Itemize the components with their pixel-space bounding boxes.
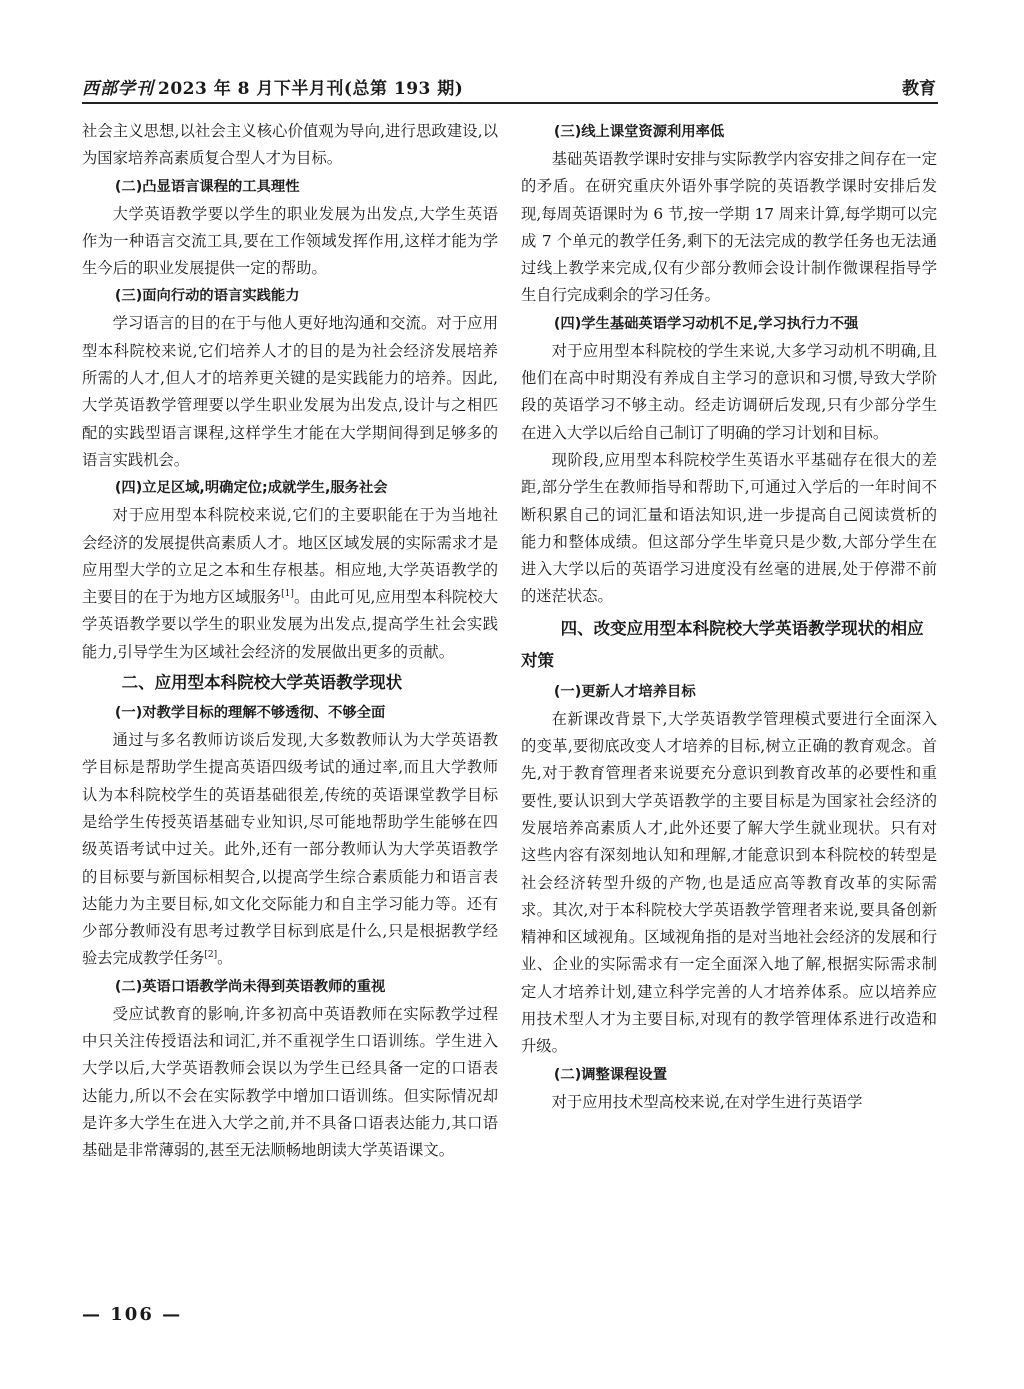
paragraph-text: 对于应用型本科院校来说,它们的主要职能在于为当地社会经济的发展提供高素质人才。地区区域发展的实际需求才是应用型大学的立足之本和生存根基。相应地,大学英语教学的主要目的在于为地方区域服务 (82, 506, 498, 607)
paragraph (82, 727, 498, 973)
paragraph: 大学英语教学要以学生的职业发展为出发点,大学生英语作为一种语言交流工具,要在工作领域发挥作用,这样才能为学生今后的职业发展提供一定的帮助。 (82, 204, 498, 278)
subsection-heading: (四)学生基础英语学习动机不足,学习执行力不强 (553, 315, 859, 332)
running-header (82, 70, 938, 104)
paragraph: 在新课改背景下,大学英语教学管理模式要进行全面深入的变革,要彻底改变人才培养的目标,树立正确的教育观念。首先,对于教育管理者来说要充分意识到教育改革的必要性和重要性,要认识到大学英语教学的主要目标是为国家社会经济的发展培养高素质人才,此外还要了解大学生就业现状。只有对这些内容有深刻地认知和理解,才能意识到本科院校的转型是社会经济转型升级的产物,也是适应高等教育改革的实际需求。其次,对于本科院校大学英语教学管理者来说,要具备创新精神和区域视角。区域视角指的是对当地社会经济的发展和行业、企业的实际需求有一定全面深入地了解,根据实际需求制定人才培养计划,建立科学完善的人才培养体系。应以培养应用技术型人才为主要目标,对现有的教学管理体系进行改造和升级。 (521, 709, 937, 1056)
paragraph-text: 通过与多名教师访谈后发现,大多数教师认为大学英语教学目标是帮助学生提高英语四级考试的通过率,而且大学教师认为本科院校学生的英语基础很差,传统的英语课堂教学目标是给学生传授英语基础专业知识,尽可能地帮助学生能够在四级英语考试中过关。此外,还有一部分教师认为大学英语教学的目标要与新国标相契合,以提高学生综合素质能力和语言表达能力为主要目标,如文化交际能力和自主学习能力等。还有少部分教师没有思考过教学目标到底是什么,只是根据教学经验去完成教学任务 (82, 731, 498, 968)
subsection-heading: (一)对教学目标的理解不够透彻、不够全面 (114, 705, 386, 722)
paragraph: 对于应用型本科院校的学生来说,大多学习动机不明确,且他们在高中时期没有养成自主学习的意识和习惯,导致大学阶段的英语学习不够主动。经走访调研后发现,只有少部分学生在进入大学以后给自己制订了明确的学习计划和目标。 (521, 341, 937, 442)
paragraph: 社会主义思想,以社会主义核心价值观为导向,进行思政建设,以为国家培养高素质复合型人才为目标。 (82, 122, 498, 168)
paragraph: 受应试教育的影响,许多初高中英语教师在实际教学过程中只关注传授语法和词汇,并不重视学生口语训练。学生进入大学以后,大学英语教师会误以为学生已经具备一定的口语表达能力,所以不会在实际教学中增加口语训练。但实际情况却是许多大学生在进入大学之前,并不具备口语表达能力,其口语基础是非常薄弱的,甚至无法顺畅地朗读大学英语课文。 (82, 1004, 498, 1160)
paragraph: 学习语言的目的在于与他人更好地沟通和交流。对于应用型本科院校来说,它们培养人才的目的是为社会经济发展培养所需的人才,但人才的培养更关键的是实践能力的培养。因此,大学英语教学管理要以学生职业发展为出发点,设计与之相匹配的实践型语言课程,这样学生才能在大学期间得到足够多的语言实践机会。 (82, 314, 498, 469)
paragraph-text: 。 (217, 949, 233, 968)
subsection-heading: (二)调整课程设置 (553, 1066, 668, 1083)
paragraph-text: 。由此可见,应用型本科院校大学英语教学要以学生的职业发展为出发点,提高学生社会实践能力,引导学生为区域社会经济的发展做出更多的贡献。 (82, 588, 498, 661)
issue-info: 2023 年 8 月下半月刊(总第 193 期) (158, 79, 464, 99)
subsection-heading: (三)线上课堂资源利用率低 (553, 124, 725, 140)
paragraph: 现阶段,应用型本科院校学生英语水平基础存在很大的差距,部分学生在教师指导和帮助下,可通过入学后的一年时间不断积累自己的词汇量和语法知识,进一步提高自己阅读赏析的能力和整体成绩。但这部分学生毕竟只是少数,大部分学生在进入大学以后的英语学习进度没有丝毫的进展,处于停滞不前的迷茫状态。 (521, 450, 937, 606)
subsection-heading: (二)英语口语教学尚未得到英语教师的重视 (114, 978, 386, 995)
page-number: — 106 — (82, 1304, 183, 1325)
journal-logo: 西部学刊 (82, 79, 154, 99)
subsection-heading: (四)立足区域,明确定位;成就学生,服务社会 (114, 480, 388, 497)
section-heading: 四、改变应用型本科院校大学英语教学现状的相应对策 (521, 618, 924, 670)
section-name: 教育 (902, 79, 936, 99)
left-column (82, 118, 498, 1165)
paragraph: 对于应用技术型高校来说,在对学生进行英语学 (551, 1092, 863, 1111)
subsection-heading: (三)面向行动的语言实践能力 (114, 288, 300, 305)
paragraph: 基础英语教学课时安排与实际教学内容安排之间存在一定的矛盾。在研究重庆外语外事学院的英语教学课时安排后发现,每周英语课时为 6 节,按一学期 17 周来计算,每学期可以完成 7 个单元的教学任务,剩下的无法完成的教学任务也无法通过线上教学来完成,仅有少部分教师会设计制作微课程指导学生自行完成剩余的学习任务。 (521, 150, 937, 305)
citation-ref: [2] (204, 950, 218, 961)
right-column (521, 118, 937, 1116)
section-heading: 二、应用型本科院校大学英语教学现状 (121, 673, 403, 693)
subsection-heading: (二)凸显语言课程的工具理性 (114, 178, 300, 195)
paragraph (82, 502, 498, 666)
citation-ref: [1] (281, 589, 294, 600)
subsection-heading: (一)更新人才培养目标 (553, 683, 696, 700)
